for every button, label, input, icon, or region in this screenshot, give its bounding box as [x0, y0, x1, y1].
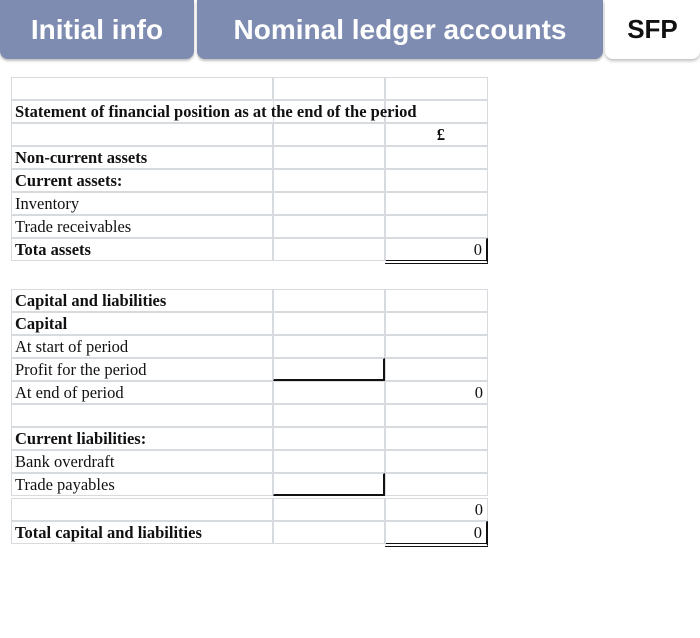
- trade-receivables-amount-input[interactable]: [273, 215, 385, 238]
- bank-overdraft-label: Bank overdraft: [11, 450, 273, 473]
- cell[interactable]: [273, 312, 385, 335]
- cell[interactable]: [385, 335, 488, 358]
- tab-initial-info[interactable]: Initial info: [0, 0, 194, 59]
- profit-amount-input[interactable]: [273, 358, 385, 381]
- cell[interactable]: [385, 450, 488, 473]
- bank-overdraft-amount-input[interactable]: [273, 450, 385, 473]
- tab-bar: [0, 0, 700, 62]
- cell[interactable]: [385, 312, 488, 335]
- cell[interactable]: [11, 498, 273, 521]
- cell[interactable]: [273, 381, 385, 404]
- capital-start-label: At start of period: [11, 335, 273, 358]
- liabilities-subtotal-value: 0: [385, 498, 488, 521]
- cell[interactable]: [385, 473, 488, 496]
- total-assets-label: Tota assets: [11, 238, 273, 261]
- capital-and-liabilities-heading: Capital and liabilities: [11, 289, 273, 312]
- cell[interactable]: [385, 289, 488, 312]
- profit-label: Profit for the period: [11, 358, 273, 381]
- cell[interactable]: [273, 146, 385, 169]
- total-assets-value: 0: [385, 238, 488, 264]
- cell[interactable]: [11, 404, 273, 427]
- current-liabilities-heading: Current liabilities:: [11, 427, 273, 450]
- tab-sfp[interactable]: SFP: [605, 0, 700, 59]
- capital-label: Capital: [11, 312, 273, 335]
- cell[interactable]: [273, 169, 385, 192]
- cell[interactable]: [273, 123, 385, 146]
- statement-title: Statement of financial position as at the end of the period: [11, 100, 488, 123]
- cell[interactable]: [273, 404, 385, 427]
- capital-start-amount-input[interactable]: [273, 335, 385, 358]
- inventory-label: Inventory: [11, 192, 273, 215]
- cell[interactable]: [385, 192, 488, 215]
- trade-payables-label: Trade payables: [11, 473, 273, 496]
- cell[interactable]: [273, 521, 385, 544]
- cell[interactable]: [385, 427, 488, 450]
- inventory-amount-input[interactable]: [273, 192, 385, 215]
- cell[interactable]: [385, 215, 488, 238]
- capital-end-label: At end of period: [11, 381, 273, 404]
- cell[interactable]: [385, 169, 488, 192]
- cell[interactable]: [11, 77, 273, 100]
- cell[interactable]: [273, 427, 385, 450]
- tab-nominal-ledger-accounts[interactable]: Nominal ledger accounts: [197, 0, 603, 59]
- cell[interactable]: [273, 238, 385, 261]
- cell[interactable]: [273, 77, 385, 100]
- cell[interactable]: [11, 123, 273, 146]
- cell[interactable]: [385, 358, 488, 381]
- total-capital-liabilities-label: Total capital and liabilities: [11, 521, 273, 544]
- cell[interactable]: [273, 289, 385, 312]
- cell[interactable]: [385, 77, 488, 100]
- trade-receivables-label: Trade receivables: [11, 215, 273, 238]
- currency-header: £: [385, 123, 488, 146]
- trade-payables-amount-input[interactable]: [273, 473, 385, 496]
- capital-end-value: 0: [385, 381, 488, 404]
- cell[interactable]: [385, 404, 488, 427]
- cell[interactable]: [273, 498, 385, 521]
- non-current-assets-label: Non-current assets: [11, 146, 273, 169]
- cell[interactable]: [385, 146, 488, 169]
- current-assets-label: Current assets:: [11, 169, 273, 192]
- total-capital-liabilities-value: 0: [385, 521, 488, 547]
